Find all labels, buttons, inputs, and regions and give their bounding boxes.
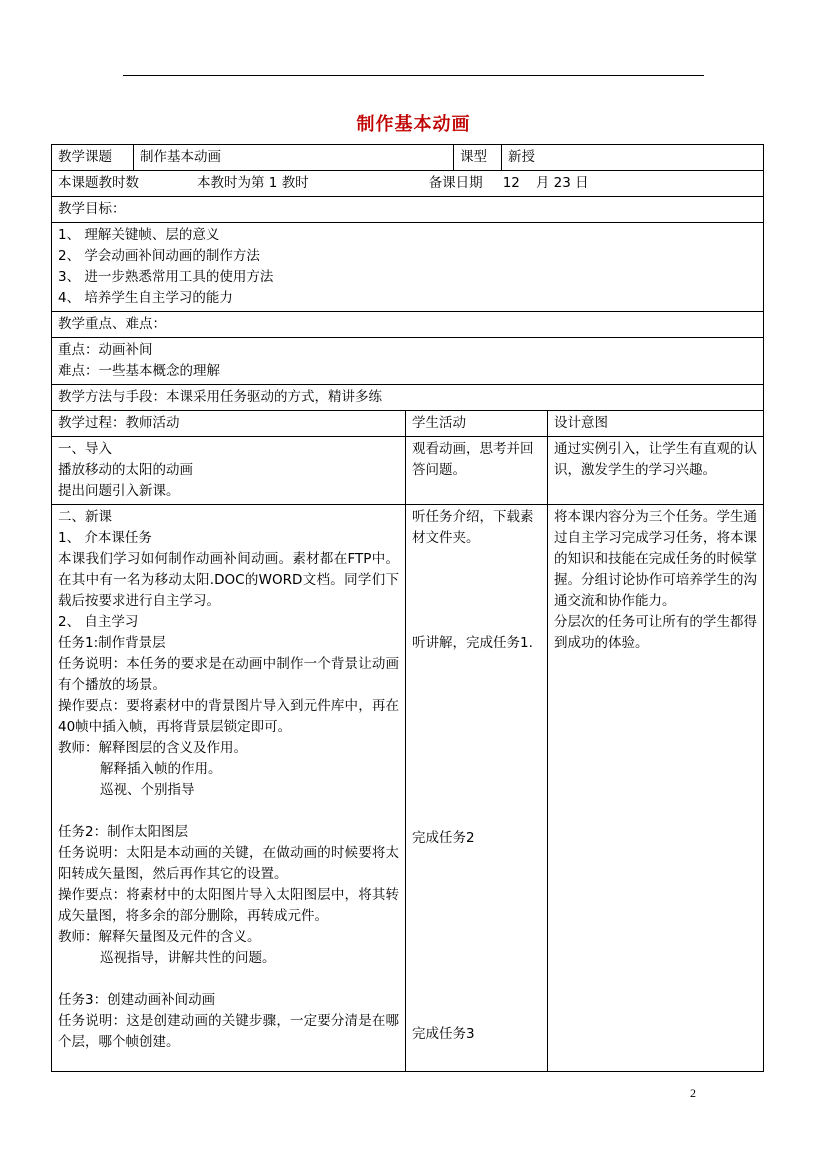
- goals-items-row: [52, 223, 764, 312]
- type-value: 新授: [502, 145, 764, 171]
- current-hours-suffix: 教时: [281, 175, 309, 191]
- goal-item: 1、 理解关键帧、层的意义: [58, 227, 220, 243]
- task-3-description: 任务说明：这是创建动画的关键步骤，一定要分清是在哪个层，哪个帧创建。: [58, 1013, 399, 1050]
- date-label: 备课日期: [428, 175, 483, 191]
- section-1-text: 本课我们学习如何制作动画补间动画。素材都在FTP中。在其中有一名为移动太阳.DOC的WORD文档。同学们下载后按要求进行自主学习。: [58, 551, 399, 609]
- section-2-heading: 2、 自主学习: [58, 614, 139, 630]
- current-hours-prefix: 本教时为第: [197, 175, 265, 191]
- keypoints-row: [52, 338, 764, 385]
- task-2-operations: 操作要点：将素材中的太阳图片导入太阳图层中，将其转成矢量图，将多余的部分删除，再转成元件。: [58, 887, 399, 924]
- methods-cell: 教学方法与手段：本课采用任务驱动的方式，精讲多练: [52, 385, 764, 411]
- task-1-title: 任务1:制作背景层: [58, 635, 166, 651]
- month-unit: 月: [535, 175, 550, 191]
- date-day: 23: [553, 175, 571, 191]
- header-rule: [123, 75, 704, 76]
- student-activity: 完成任务2: [412, 830, 475, 846]
- student-activity: 完成任务3: [412, 1026, 475, 1042]
- student-activity: 听任务介绍，下载素材文件夹。: [412, 509, 534, 546]
- task-1-description: 任务说明：本任务的要求是在动画中制作一个背景让动画有个播放的场景。: [58, 656, 399, 693]
- intro-heading: 一、导入: [58, 441, 112, 457]
- intro-design: 通过实例引入，让学生有直观的认识，激发学生的学习兴趣。: [548, 437, 764, 505]
- date-month: 12: [502, 175, 520, 191]
- design-note: 将本课内容分为三个任务。学生通过自主学习完成学习任务，将本课的知识和技能在完成任务的时候掌握。分组讨论协作可培养学生的沟通交流和协作能力。: [554, 509, 758, 609]
- subject-row: [52, 145, 764, 171]
- intro-step: 播放移动的太阳的动画: [58, 462, 193, 478]
- task-2-title: 任务2：制作太阳图层: [58, 824, 189, 840]
- task-3-title: 任务3：创建动画补间动画: [58, 992, 216, 1008]
- goal-item: 2、 学会动画补间动画的制作方法: [58, 248, 260, 264]
- total-hours-label: 本课题教时数: [58, 175, 139, 191]
- task-2-teacher: 教师：解释矢量图及元件的含义。: [58, 929, 261, 945]
- methods-row: [52, 385, 764, 411]
- intro-step: 提出问题引入新课。: [58, 483, 180, 499]
- subject-value: 制作基本动画: [134, 145, 454, 171]
- task-1-teacher-note: 巡视、个别指导: [100, 782, 195, 798]
- day-unit: 日: [575, 175, 589, 191]
- page-number: 2: [690, 1086, 696, 1100]
- design-intent-header: 设计意图: [548, 411, 764, 437]
- lesson-plan-table: [51, 144, 764, 1072]
- task-1-teacher: 教师：解释图层的含义及作用。: [58, 740, 247, 756]
- type-label: 课型: [454, 145, 502, 171]
- design-note: 分层次的任务可让所有的学生都得到成功的体验。: [554, 614, 758, 651]
- key-point: 重点：动画补间: [58, 342, 153, 358]
- difficult-point: 难点：一些基本概念的理解: [58, 363, 220, 379]
- new-lesson-row: [52, 505, 764, 1072]
- new-lesson-heading: 二、新课: [58, 509, 112, 525]
- goal-item: 4、 培养学生自主学习的能力: [58, 290, 233, 306]
- intro-teacher: [52, 437, 406, 505]
- new-lesson-design: [548, 505, 764, 1072]
- goal-item: 3、 进一步熟悉常用工具的使用方法: [58, 269, 274, 285]
- goals-items: [52, 223, 764, 312]
- hours-cell: [52, 171, 764, 197]
- keypoints-cell: [52, 338, 764, 385]
- section-1-heading: 1、 介本课任务: [58, 530, 152, 546]
- intro-student: 观看动画，思考并回答问题。: [406, 437, 548, 505]
- hours-row: [52, 171, 764, 197]
- current-hours-num: 1: [268, 175, 278, 191]
- process-header-row: [52, 411, 764, 437]
- intro-row: [52, 437, 764, 505]
- teacher-activity-header: 教学过程：教师活动: [52, 411, 406, 437]
- student-activity: 听讲解，完成任务1.: [412, 635, 533, 651]
- task-1-operations: 操作要点：要将素材中的背景图片导入到元件库中，再在40帧中插入帧，再将背景层锁定即可。: [58, 698, 399, 735]
- student-activity-header: 学生活动: [406, 411, 548, 437]
- task-2-description: 任务说明：太阳是本动画的关键，在做动画的时候要将太阳转成矢量图，然后再作其它的设置。: [58, 845, 399, 882]
- task-2-teacher-note: 巡视指导，讲解共性的问题。: [100, 950, 276, 966]
- goals-label-row: [52, 197, 764, 223]
- keypoints-label: 教学重点、难点：: [52, 312, 764, 338]
- keypoints-label-row: [52, 312, 764, 338]
- page-title: 制作基本动画: [356, 114, 471, 135]
- task-1-teacher-note: 解释插入帧的作用。: [100, 761, 222, 777]
- new-lesson-student: [406, 505, 548, 1072]
- goals-label: 教学目标：: [52, 197, 764, 223]
- subject-label: 教学课题: [52, 145, 134, 171]
- new-lesson-teacher: [52, 505, 406, 1072]
